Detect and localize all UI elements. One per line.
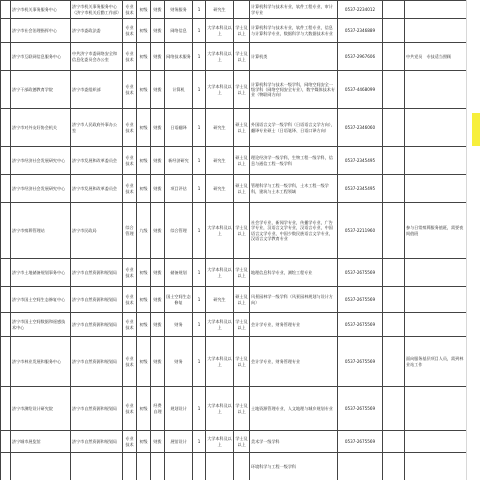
cell-deg[interactable]: 硕士及以上 (234, 287, 250, 313)
cell-note[interactable] (405, 453, 467, 480)
cell-post[interactable]: 规划设计 (165, 387, 193, 431)
cell-level[interactable] (137, 453, 151, 480)
table-row (1, 147, 467, 175)
cell-num[interactable]: 1 (193, 43, 206, 71)
cell-level[interactable]: 初级 (137, 43, 151, 71)
cell-empty[interactable] (383, 387, 405, 431)
cell-major[interactable]: 外国语言文学一级学科（日语语言文学方向），翻译专业硕士（日语笔译、日语口译方向） (250, 109, 338, 147)
cell-phone[interactable]: 0537-2345495 (338, 147, 383, 175)
cell-dept[interactable] (71, 453, 123, 480)
cell-no[interactable] (1, 287, 11, 313)
cell-deg[interactable]: 硕士及以上 (234, 147, 250, 175)
cell-level[interactable]: 初级 (137, 287, 151, 313)
cell-level[interactable]: 初级 (137, 109, 151, 147)
cell-deg[interactable]: 学士及以上 (234, 387, 250, 431)
cell-empty[interactable] (383, 147, 405, 175)
cell-dept[interactable]: 济宁市自然资源和规划局 (71, 387, 123, 431)
cell-note[interactable]: 中共党员 专技适当照顾 (405, 43, 467, 71)
cell-num[interactable]: 1 (193, 71, 206, 109)
cell-deg[interactable]: 硕士及以上 (234, 109, 250, 147)
cell-level[interactable]: 初级 (137, 313, 151, 337)
cell-num[interactable]: 1 (193, 147, 206, 175)
cell-fund[interactable]: 财拨 (151, 287, 165, 313)
cell-fund[interactable]: 财拨 (151, 109, 165, 147)
cell-empty[interactable] (383, 19, 405, 43)
cell-no[interactable] (1, 203, 11, 259)
cell-phone[interactable]: 0537-2675569 (338, 287, 383, 313)
cell-empty[interactable] (383, 43, 405, 71)
cell-empty[interactable] (383, 109, 405, 147)
cell-major[interactable]: 风景园林学一级学科（风景园林规划与设计方向） (250, 287, 338, 313)
cell-num[interactable]: 1 (193, 431, 206, 453)
cell-dept[interactable]: 中共济宁市委网络安全和信息化委员会办公室 (71, 43, 123, 71)
cell-cat[interactable]: 专业技术 (123, 387, 137, 431)
cell-dept[interactable]: 济宁市发展和改革委员会 (71, 147, 123, 175)
cell-major[interactable]: 管理科学与工程一级学科，土木工程一级学科，建筑与土木工程领域 (250, 175, 338, 203)
cell-level[interactable]: 初级 (137, 337, 151, 387)
cell-num[interactable]: 1 (193, 287, 206, 313)
cell-no[interactable] (1, 453, 11, 480)
cell-dept[interactable]: 济宁市发展和改革委员会 (71, 175, 123, 203)
cell-dept[interactable]: 济宁市人民政府外事办公室 (71, 109, 123, 147)
cell-empty[interactable] (383, 337, 405, 387)
cell-major[interactable]: 地理信息科学专业，测绘工程专业 (250, 259, 338, 287)
cell-unit[interactable]: 济宁市国土空间生态修复中心 (11, 287, 71, 313)
table-row (1, 431, 467, 453)
cell-note[interactable] (405, 1, 467, 19)
cell-unit[interactable]: 济宁城市展览馆 (11, 431, 71, 453)
cell-major[interactable]: 环境科学与工程一级学科 (250, 453, 338, 480)
cell-fund[interactable]: 财拨 (151, 71, 165, 109)
cell-cat[interactable]: 专业技术 (123, 1, 137, 19)
cell-no[interactable] (1, 43, 11, 71)
cell-phone[interactable]: 0537-2346060 (338, 109, 383, 147)
cell-unit[interactable]: 济宁市林业发展和服务中心 (11, 337, 71, 387)
cell-phone[interactable]: 0537-2346889 (338, 19, 383, 43)
cell-no[interactable] (1, 175, 11, 203)
cell-deg[interactable]: 学士及以上 (234, 431, 250, 453)
cell-no[interactable] (1, 313, 11, 337)
table-row (1, 203, 467, 259)
cell-major[interactable]: 会计学专业，财务管理专业 (250, 337, 338, 387)
cell-cat[interactable]: 综合管理 (123, 203, 137, 259)
cell-num[interactable]: 1 (193, 1, 206, 19)
cell-empty[interactable] (383, 287, 405, 313)
cell-unit[interactable]: 济宁市社会治理指挥中心 (11, 19, 71, 43)
cell-cat[interactable]: 专业技术 (123, 43, 137, 71)
sheet-edge (466, 0, 467, 480)
cell-no[interactable] (1, 19, 11, 43)
cell-post[interactable]: 日语翻译 (165, 109, 193, 147)
cell-edu[interactable]: 大学本科及以上 (206, 337, 234, 387)
cell-post[interactable] (165, 453, 193, 480)
cell-no[interactable] (1, 431, 11, 453)
cell-edu[interactable]: 大学本科及以上 (206, 43, 234, 71)
cell-num[interactable]: 1 (193, 19, 206, 43)
table-row (1, 387, 467, 431)
cell-cat[interactable]: 专业技术 (123, 313, 137, 337)
cell-level[interactable]: 初级 (137, 147, 151, 175)
cell-fund[interactable]: 财拨 (151, 19, 165, 43)
cell-dept[interactable]: 济宁市自然资源和规划局 (71, 313, 123, 337)
cell-dept[interactable]: 济宁市机关事务服务中心（济宁市机关后勤工作部） (71, 1, 123, 19)
table-row (1, 43, 467, 71)
cell-no[interactable] (1, 387, 11, 431)
cell-cat[interactable]: 专业技术 (123, 19, 137, 43)
cell-empty[interactable] (383, 431, 405, 453)
cell-num[interactable] (193, 453, 206, 480)
cell-empty[interactable] (383, 203, 405, 259)
cell-fund[interactable]: 财拨 (151, 203, 165, 259)
cell-note[interactable] (405, 71, 467, 109)
cell-level[interactable]: 初级 (137, 431, 151, 453)
cell-edu[interactable]: 大学本科及以上 (206, 71, 234, 109)
cell-level[interactable]: 初级 (137, 259, 151, 287)
table-row (1, 287, 467, 313)
cell-post[interactable]: 网络信息 (165, 19, 193, 43)
cell-major[interactable]: 会计学专业，财务管理专业 (250, 313, 338, 337)
cell-post[interactable]: 财务 (165, 337, 193, 387)
cell-post[interactable]: 展馆设计 (165, 431, 193, 453)
cell-dept[interactable]: 济宁市民政局 (71, 203, 123, 259)
cell-major[interactable]: 社会学专业，新闻学专业，传播学专业，广告学专业，汉语言文学专业，汉语言专业，中国语言文学专业，中国少数民族语言文学专业，汉语言文学教育专业 (250, 203, 338, 259)
cell-deg[interactable]: 学士及以上 (234, 313, 250, 337)
cell-dept[interactable]: 济宁市委组织部 (71, 71, 123, 109)
table-row (1, 71, 467, 109)
cell-dept[interactable]: 济宁市自然资源和规划局 (71, 337, 123, 387)
cell-level[interactable]: 初级 (137, 387, 151, 431)
cell-no[interactable] (1, 259, 11, 287)
cell-post[interactable]: 财务 (165, 313, 193, 337)
cell-phone[interactable]: 0537-2675569 (338, 387, 383, 431)
cell-unit[interactable]: 济宁市殡葬管理站 (11, 203, 71, 259)
cell-edu[interactable]: 研究生 (206, 109, 234, 147)
cell-fund[interactable]: 经费自理 (151, 387, 165, 431)
cell-phone[interactable]: 0537-2234012 (338, 1, 383, 19)
cell-unit[interactable]: 济宁市经济社会发展研究中心 (11, 147, 71, 175)
cell-post[interactable]: 国土空间生态修复 (165, 287, 193, 313)
cell-post[interactable]: 新经济研究 (165, 147, 193, 175)
cell-num[interactable]: 1 (193, 175, 206, 203)
cell-major[interactable]: 美术学一级学科 (250, 431, 338, 453)
cell-dept[interactable]: 济宁市自然资源和规划局 (71, 259, 123, 287)
cell-cat[interactable]: 专业技术 (123, 147, 137, 175)
cell-edu[interactable]: 大学本科及以上 (206, 203, 234, 259)
cell-major[interactable]: 土地资源管理专业，人文地理与城乡规划专业 (250, 387, 338, 431)
cell-num[interactable]: 1 (193, 259, 206, 287)
cell-edu[interactable]: 大学本科及以上 (206, 387, 234, 431)
cell-level[interactable]: 初级 (137, 19, 151, 43)
cell-empty[interactable] (383, 313, 405, 337)
cell-edu[interactable]: 研究生 (206, 287, 234, 313)
cell-cat[interactable]: 专业技术 (123, 109, 137, 147)
cell-deg[interactable] (234, 453, 250, 480)
cell-unit[interactable] (11, 453, 71, 480)
cell-num[interactable]: 1 (193, 387, 206, 431)
cell-unit[interactable]: 济宁市互联网信息服务中心 (11, 43, 71, 71)
cell-note[interactable] (405, 147, 467, 175)
cell-deg[interactable]: 学士及以上 (234, 43, 250, 71)
cell-level[interactable]: 初级 (137, 1, 151, 19)
cell-fund[interactable]: 财拨 (151, 313, 165, 337)
cell-cat[interactable]: 专业技术 (123, 259, 137, 287)
cell-phone[interactable]: 0537-2345495 (338, 175, 383, 203)
cell-num[interactable]: 1 (193, 313, 206, 337)
cell-cat[interactable]: 专业技术 (123, 431, 137, 453)
table-row (1, 453, 467, 480)
cell-deg[interactable] (234, 1, 250, 19)
cell-cat[interactable]: 专业技术 (123, 337, 137, 387)
cell-major[interactable]: 计算机科学与技术专业，软件工程专业，信息与计算科学专业，数据科学与大数据技术专业 (250, 19, 338, 43)
cell-empty[interactable] (383, 453, 405, 480)
cell-fund[interactable]: 财拨 (151, 259, 165, 287)
cell-empty[interactable] (383, 71, 405, 109)
cell-edu[interactable] (206, 453, 234, 480)
cell-level[interactable]: 九级 (137, 203, 151, 259)
cell-no[interactable] (1, 337, 11, 387)
cell-edu[interactable]: 大学本科及以上 (206, 313, 234, 337)
cell-post[interactable]: 综合管理 (165, 203, 193, 259)
cell-note[interactable] (405, 175, 467, 203)
cell-edu[interactable]: 大学本科及以上 (206, 19, 234, 43)
cell-deg[interactable]: 硕士及以上 (234, 175, 250, 203)
cell-phone[interactable]: 0537-2967606 (338, 43, 383, 71)
cell-unit[interactable]: 济宁市土地储备规划事务中心 (11, 259, 71, 287)
cell-cat[interactable]: 专业技术 (123, 71, 137, 109)
cell-unit[interactable]: 济宁干部政德教育学院 (11, 71, 71, 109)
cell-deg[interactable]: 学士及以上 (234, 203, 250, 259)
cell-phone[interactable]: 0537-2675569 (338, 431, 383, 453)
cell-dept[interactable]: 济宁市委政法委 (71, 19, 123, 43)
cell-major[interactable]: 计算机类 (250, 43, 338, 71)
cell-level[interactable]: 初级 (137, 71, 151, 109)
cell-num[interactable]: 1 (193, 203, 206, 259)
table-row (1, 313, 467, 337)
cell-fund[interactable]: 财拨 (151, 147, 165, 175)
cell-no[interactable] (1, 71, 11, 109)
cell-edu[interactable]: 大学本科及以上 (206, 259, 234, 287)
cell-num[interactable]: 1 (193, 337, 206, 387)
cell-phone[interactable]: 0537-2211960 (338, 203, 383, 259)
cell-note[interactable] (405, 109, 467, 147)
cell-num[interactable]: 1 (193, 109, 206, 147)
table-row (1, 109, 467, 147)
cell-unit[interactable]: 济宁市经济社会发展研究中心 (11, 175, 71, 203)
cell-fund[interactable] (151, 453, 165, 480)
cell-deg[interactable]: 学士及以上 (234, 71, 250, 109)
cell-cat[interactable]: 专业技术 (123, 287, 137, 313)
cell-phone[interactable]: 0537-2675569 (338, 313, 383, 337)
table-row (1, 1, 467, 19)
cell-edu[interactable]: 研究生 (206, 1, 234, 19)
cell-empty[interactable] (383, 1, 405, 19)
cell-unit[interactable]: 济宁市测绘设计研究院 (11, 387, 71, 431)
cell-phone[interactable]: 0537-4468099 (338, 71, 383, 109)
cell-phone[interactable]: 0537-2675569 (338, 259, 383, 287)
cell-major[interactable]: 计算机科学与技术一级学科，网络空间安全一级学科（网络空间安全专业），数字媒体技术专业（物联网方向） (250, 71, 338, 109)
cell-deg[interactable]: 学士及以上 (234, 337, 250, 387)
cell-fund[interactable]: 财拨 (151, 337, 165, 387)
cell-empty[interactable] (383, 175, 405, 203)
cell-note[interactable] (405, 431, 467, 453)
cell-no[interactable] (1, 147, 11, 175)
cell-deg[interactable]: 学士及以上 (234, 19, 250, 43)
cell-phone[interactable]: 0537-2675569 (338, 337, 383, 387)
cell-no[interactable] (1, 1, 11, 19)
cell-unit[interactable]: 济宁市机关事务服务中心 (11, 1, 71, 19)
cell-edu[interactable]: 大学本科及以上 (206, 431, 234, 453)
cell-fund[interactable]: 财拨 (151, 1, 165, 19)
cell-note[interactable]: 参与日常殡葬服务值班，需要夜间值班 (405, 203, 467, 259)
cell-major[interactable]: 计算机科学与技术专业，软件工程专业，审计学专业 (250, 1, 338, 19)
cell-note[interactable]: 面向服务基层项目人员，需到林业站工作 (405, 337, 467, 387)
table-row (1, 175, 467, 203)
cell-dept[interactable]: 济宁市自然资源和规划局 (71, 287, 123, 313)
cell-fund[interactable]: 财拨 (151, 43, 165, 71)
table-row (1, 259, 467, 287)
selection-marker[interactable] (472, 113, 480, 146)
cell-empty[interactable] (383, 259, 405, 287)
cell-edu[interactable]: 研究生 (206, 175, 234, 203)
cell-post[interactable]: 财务服务 (165, 1, 193, 19)
cell-unit[interactable]: 济宁市对外友好协会机关 (11, 109, 71, 147)
cell-note[interactable] (405, 313, 467, 337)
cell-dept[interactable]: 济宁市自然资源和规划局 (71, 431, 123, 453)
cell-fund[interactable]: 财拨 (151, 431, 165, 453)
cell-post[interactable]: 计算机 (165, 71, 193, 109)
cell-note[interactable] (405, 387, 467, 431)
cell-cat[interactable]: 专业技术 (123, 175, 137, 203)
cell-cat[interactable] (123, 453, 137, 480)
cell-no[interactable] (1, 109, 11, 147)
cell-deg[interactable]: 学士及以上 (234, 259, 250, 287)
cell-post[interactable]: 储备规划 (165, 259, 193, 287)
cell-major[interactable]: 理论经济学一级学科，生物工程一级学科，信息与通信工程一级学科 (250, 147, 338, 175)
table-row (1, 337, 467, 387)
cell-note[interactable] (405, 287, 467, 313)
cell-note[interactable] (405, 259, 467, 287)
cell-level[interactable]: 初级 (137, 175, 151, 203)
cell-post[interactable]: 项目评估 (165, 175, 193, 203)
cell-fund[interactable]: 财拨 (151, 175, 165, 203)
cell-post[interactable]: 网络技术服务 (165, 43, 193, 71)
cell-unit[interactable]: 济宁市国土空间数据和遥感技术中心 (11, 313, 71, 337)
cell-phone[interactable] (338, 453, 383, 480)
cell-edu[interactable]: 研究生 (206, 147, 234, 175)
cell-note[interactable] (405, 19, 467, 43)
table-row (1, 19, 467, 43)
